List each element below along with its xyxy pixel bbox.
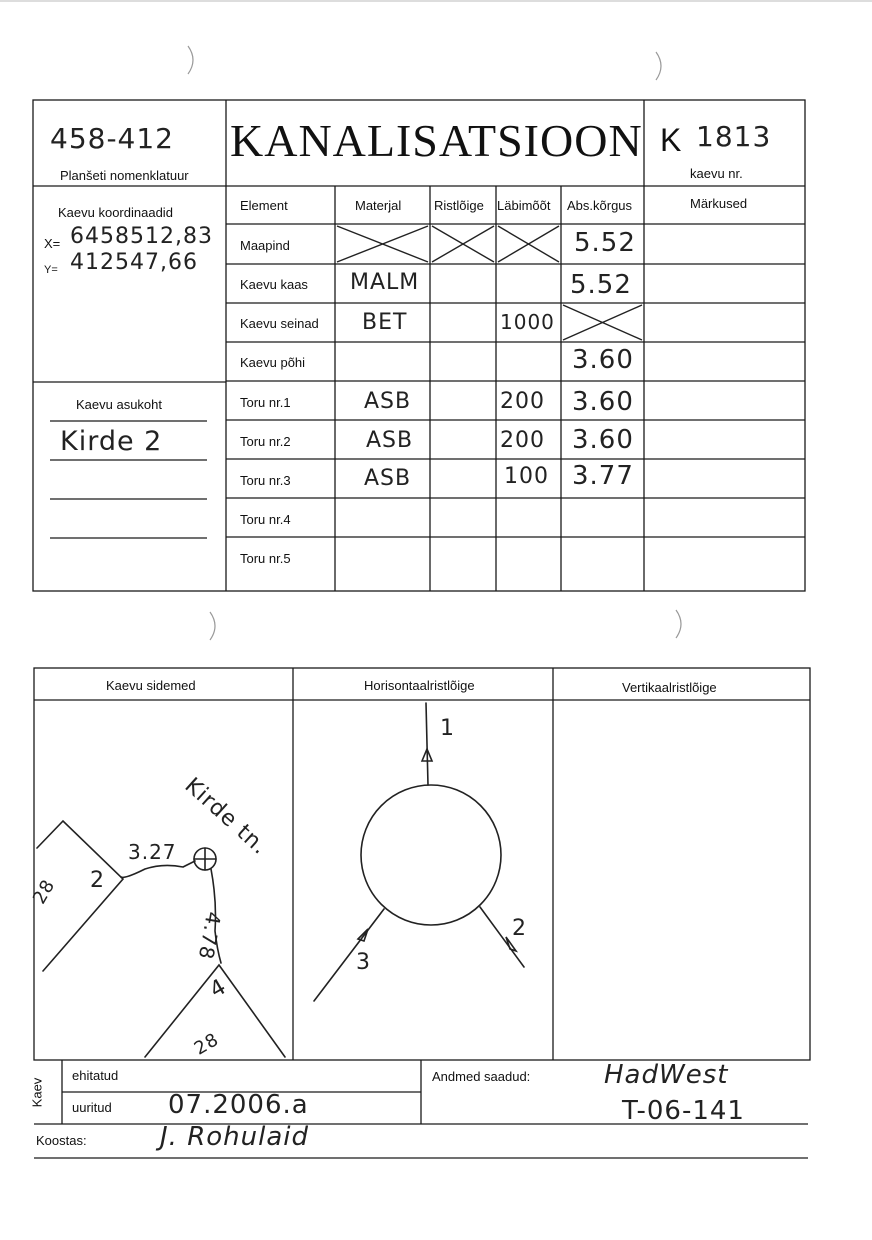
page-title: KANALISATSIOON <box>230 115 643 166</box>
row-element: Kaevu kaas <box>240 277 308 292</box>
horizontal-section-label: Horisontaalristlõige <box>364 678 475 693</box>
vertical-section-label: Vertikaalristlõige <box>622 680 717 695</box>
row-element: Kaevu põhi <box>240 355 306 370</box>
cell-material: ASB <box>364 389 412 414</box>
row-element: Maapind <box>240 238 290 253</box>
pipe-3-label: 3 <box>356 950 371 975</box>
sheet-nomenclature-value: 458-412 <box>50 122 174 155</box>
ties-house-b-number: 4 <box>205 974 232 1004</box>
col-header-elevation: Abs.kõrgus <box>567 198 633 213</box>
coordinates-label: Kaevu koordinaadid <box>58 205 173 220</box>
cell-diameter: 100 <box>504 464 549 489</box>
location-value: Kirde 2 <box>60 426 163 457</box>
coordinate-x-prefix: X= <box>44 236 61 251</box>
data-received-label: Andmed saadud: <box>432 1069 531 1084</box>
location-label: Kaevu asukoht <box>76 397 163 412</box>
col-header-element: Element <box>240 198 288 213</box>
well-number-prefix: K <box>660 122 682 158</box>
row-element: Kaevu seinad <box>240 316 319 331</box>
pipe-2-label: 2 <box>512 916 527 941</box>
cell-diameter: 200 <box>500 428 545 453</box>
row-element: Toru nr.5 <box>240 551 291 566</box>
row-element: Toru nr.4 <box>240 512 291 527</box>
cell-elevation: 3.60 <box>572 345 634 375</box>
well-number-value: 1813 <box>696 120 772 153</box>
col-header-notes: Märkused <box>690 196 748 211</box>
cell-elevation: 5.52 <box>570 270 632 300</box>
cell-elevation: 5.52 <box>574 228 636 258</box>
horizontal-section-sketch <box>294 701 552 1058</box>
ties-sketch <box>35 701 292 1058</box>
cell-elevation: 3.60 <box>572 425 634 455</box>
cell-material: BET <box>362 310 408 335</box>
cell-material: ASB <box>366 428 414 453</box>
well-number-label: kaevu nr. <box>690 166 743 181</box>
cell-material: ASB <box>364 466 412 491</box>
data-received-reference: T-06-141 <box>622 1096 745 1126</box>
surveyed-value: 07.2006.a <box>168 1090 309 1120</box>
cell-diameter: 200 <box>500 389 545 414</box>
coordinate-x-value: 6458512,83 <box>70 224 213 249</box>
built-label: ehitatud <box>72 1068 119 1083</box>
top-form-grid <box>0 0 872 600</box>
ties-distance-2: 4.78 <box>193 909 226 962</box>
coordinate-y-prefix: Y= <box>44 264 58 276</box>
cell-diameter: 1000 <box>500 310 555 334</box>
surveyed-label: uuritud <box>72 1100 112 1115</box>
coordinate-y-value: 412547,66 <box>70 250 198 275</box>
col-header-material: Materjal <box>355 198 402 213</box>
data-received-signature: HadWest <box>604 1060 729 1090</box>
cell-material: MALM <box>350 270 420 295</box>
ties-sketch-label: Kaevu sidemed <box>106 678 196 693</box>
cell-elevation: 3.60 <box>572 387 634 417</box>
ties-house-a-number: 2 <box>90 868 105 893</box>
ties-distance-1: 3.27 <box>128 840 177 864</box>
ties-house-b-address: 28 <box>190 1028 223 1060</box>
sheet-nomenclature-label: Planšeti nomenklatuur <box>60 168 189 183</box>
compiled-by-value: J. Rohulaid <box>160 1122 310 1152</box>
col-header-cross-section: Ristlõige <box>434 198 484 213</box>
ties-street-label: Kirde tn. <box>179 773 273 861</box>
well-side-label: Kaev <box>29 1077 45 1108</box>
compiled-by-label: Koostas: <box>36 1133 87 1148</box>
row-element: Toru nr.1 <box>240 395 291 410</box>
ties-house-a-address: 28 <box>28 875 60 908</box>
cell-elevation: 3.77 <box>572 461 634 491</box>
row-element: Toru nr.2 <box>240 434 291 449</box>
col-header-diameter: Läbimõõt <box>497 198 551 213</box>
row-element: Toru nr.3 <box>240 473 291 488</box>
pipe-1-label: 1 <box>440 716 455 741</box>
